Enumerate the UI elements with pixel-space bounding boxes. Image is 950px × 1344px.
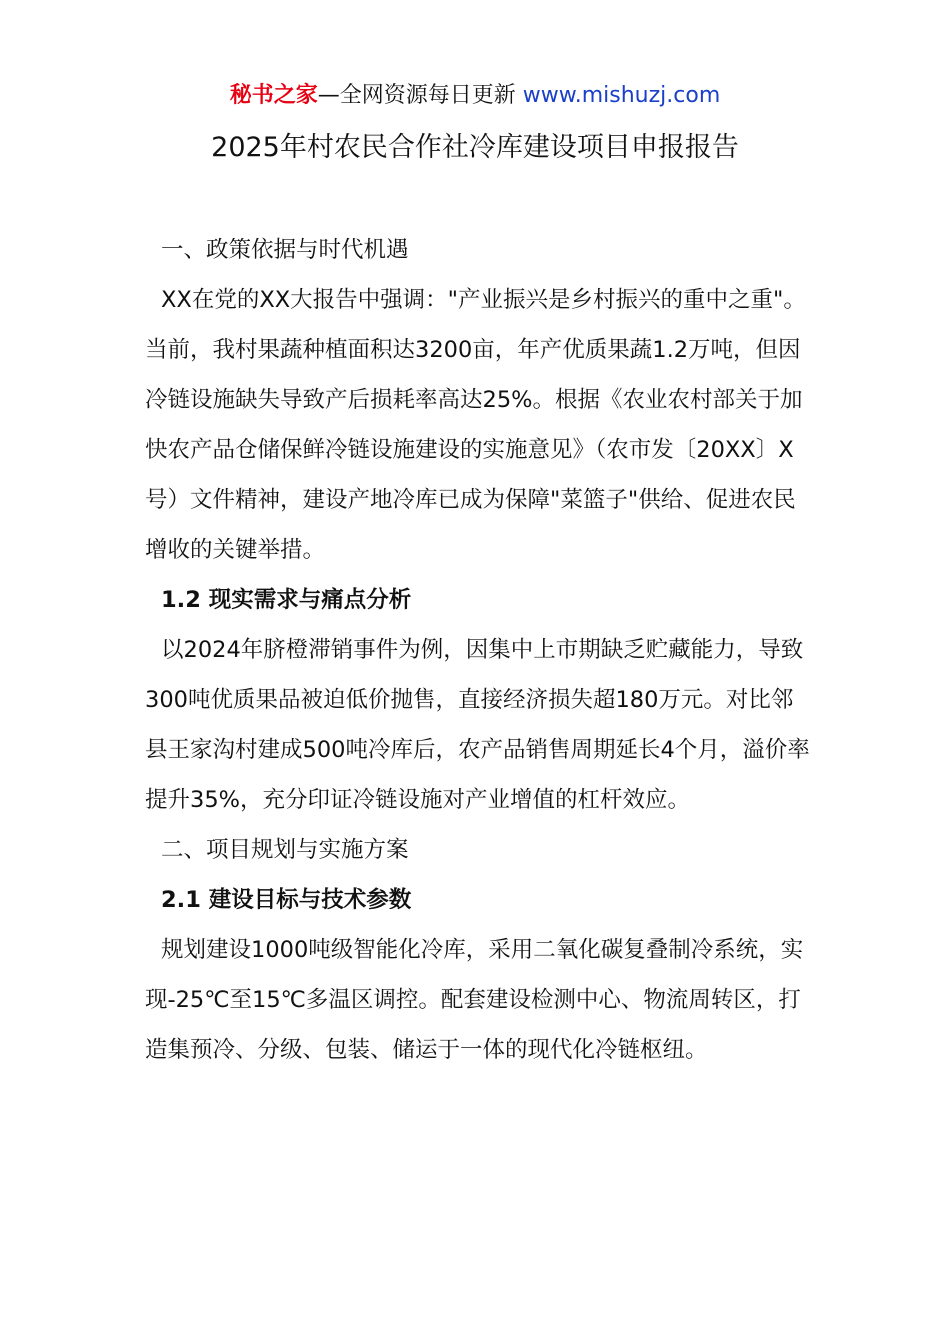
document-body <box>145 225 810 1075</box>
site-tagline: —全网资源每日更新 <box>317 83 516 108</box>
document-title: 2025年村农民合作社冷库建设项目申报报告 <box>211 132 739 163</box>
section-heading-targets: 2.1 建设目标与技术参数 <box>161 887 412 913</box>
site-url-link[interactable]: www.mishuzj.com <box>522 83 721 108</box>
section-paragraph-targets: 规划建设1000吨级智能化冷库，采用二氧化碳复叠制冷系统，实现-25℃至15℃多温区调控。配套建设检测中心、物流周转区，打造集预冷、分级、包装、储运于一体的现代化冷链枢纽。 <box>145 937 804 1063</box>
section-heading-policy: 一、政策依据与时代机遇 <box>161 237 409 263</box>
site-name: 秘书之家 <box>229 83 318 108</box>
section-paragraph-policy: XX在党的XX大报告中强调："产业振兴是乡村振兴的重中之重"。当前，我村果蔬种植面积达3200亩，年产优质果蔬1.2万吨，但因冷链设施缺失导致产后损耗率高达25%。根据《农业农村部关于加快农产品仓储保鲜冷链设施建设的实施意见》（农市发〔20XX〕X号）文件精神，建设产地冷库已成为保障"菜篮子"供给、促进农民增收的关键举措。 <box>145 287 806 563</box>
section-heading-demand: 1.2 现实需求与痛点分析 <box>161 587 412 613</box>
site-header <box>0 80 950 112</box>
section-paragraph-demand: 以2024年脐橙滞销事件为例，因集中上市期缺乏贮藏能力，导致300吨优质果品被迫低价抛售，直接经济损失超180万元。对比邻县王家沟村建成500吨冷库后，农产品销售周期延长4个月，溢价率提升35%，充分印证冷链设施对产业增值的杠杆效应。 <box>145 637 810 813</box>
section-heading-planning: 二、项目规划与实施方案 <box>161 837 409 863</box>
